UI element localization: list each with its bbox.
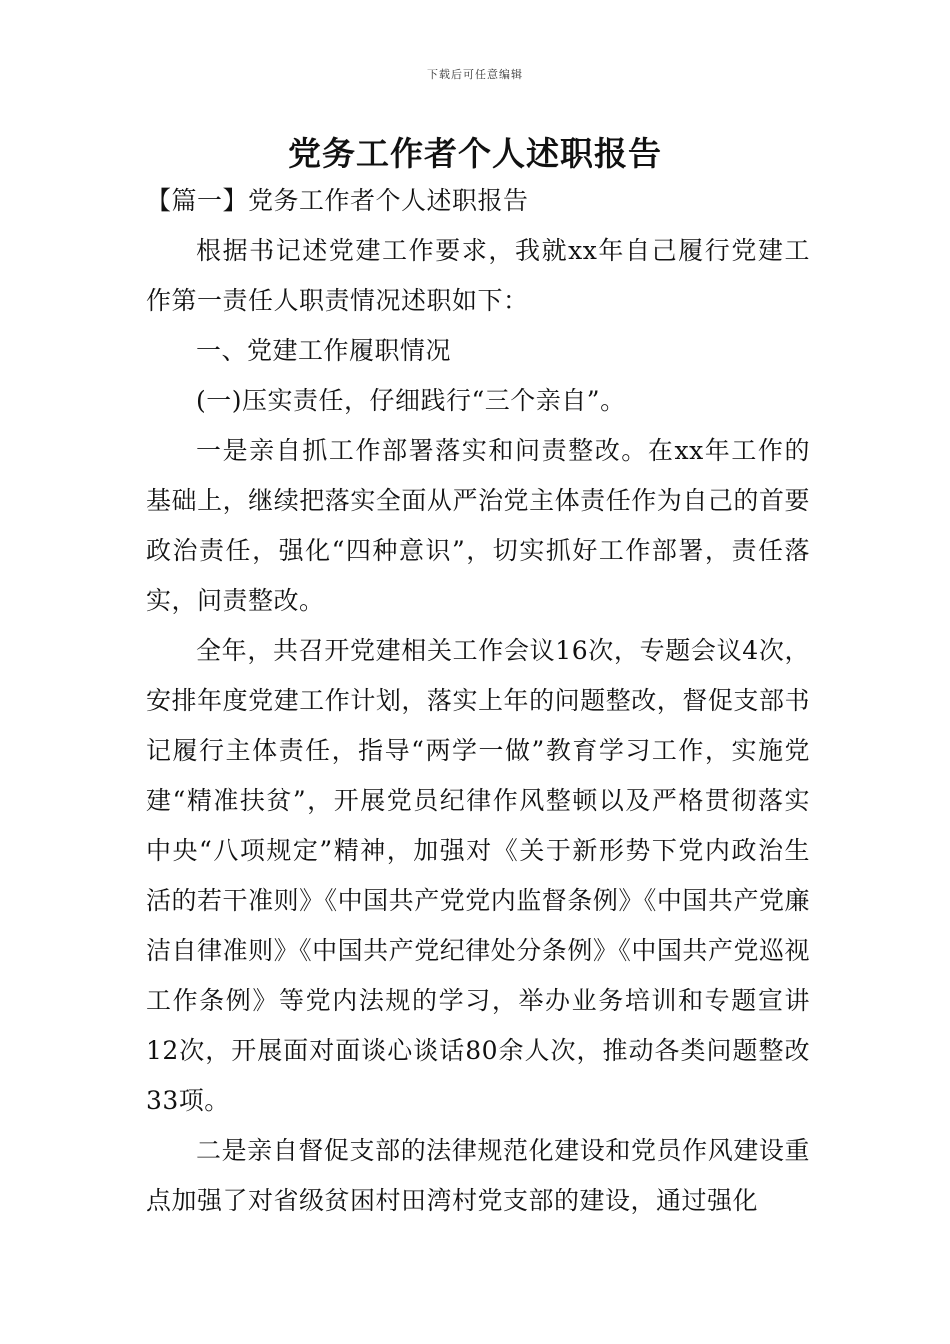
- paragraph: (一)压实责任，仔细践行“三个亲自”。: [196, 386, 626, 415]
- paragraph: 全年，共召开党建相关工作会议16次，专题会议4次，安排年度党建工作计划，落实上年的问题整改，督促支部书记履行主体责任，指导“两学一做”教育学习工作，实施党建“精准扶贫”，开展党员纪律作风整顿以及严格贯彻落实中央“八项规定”精神，加强对《关于新形势下党内政治生活的若干准则》《中国共产党党内监督条例》《中国共产党廉洁自律准则》《中国共产党纪律处分条例》《中国共产党巡视工作条例》等党内法规的学习，举办业务培训和专题宣讲12次，开展面对面谈心谈话80余人次，推动各类问题整改33项。: [146, 636, 810, 1115]
- paragraph: 二是亲自督促支部的法律规范化建设和党员作风建设重点加强了对省级贫困村田湾村党支部的建设，通过强化: [146, 1136, 810, 1215]
- paragraph: 一是亲自抓工作部署落实和问责整改。在xx年工作的基础上，继续把落实全面从严治党主体责任作为自己的首要政治责任，强化“四种意识”，切实抓好工作部署，责任落实，问责整改。: [146, 436, 810, 615]
- document-title: 党务工作者个人述职报告: [288, 134, 662, 173]
- document-body: [146, 176, 810, 1226]
- section-heading: 【篇一】党务工作者个人述职报告: [146, 186, 529, 215]
- paragraph: 一、党建工作履职情况: [196, 336, 452, 365]
- header-note: 下载后可任意编辑: [427, 68, 523, 81]
- paragraph: 根据书记述党建工作要求，我就xx年自己履行党建工作第一责任人职责情况述职如下：: [146, 236, 810, 315]
